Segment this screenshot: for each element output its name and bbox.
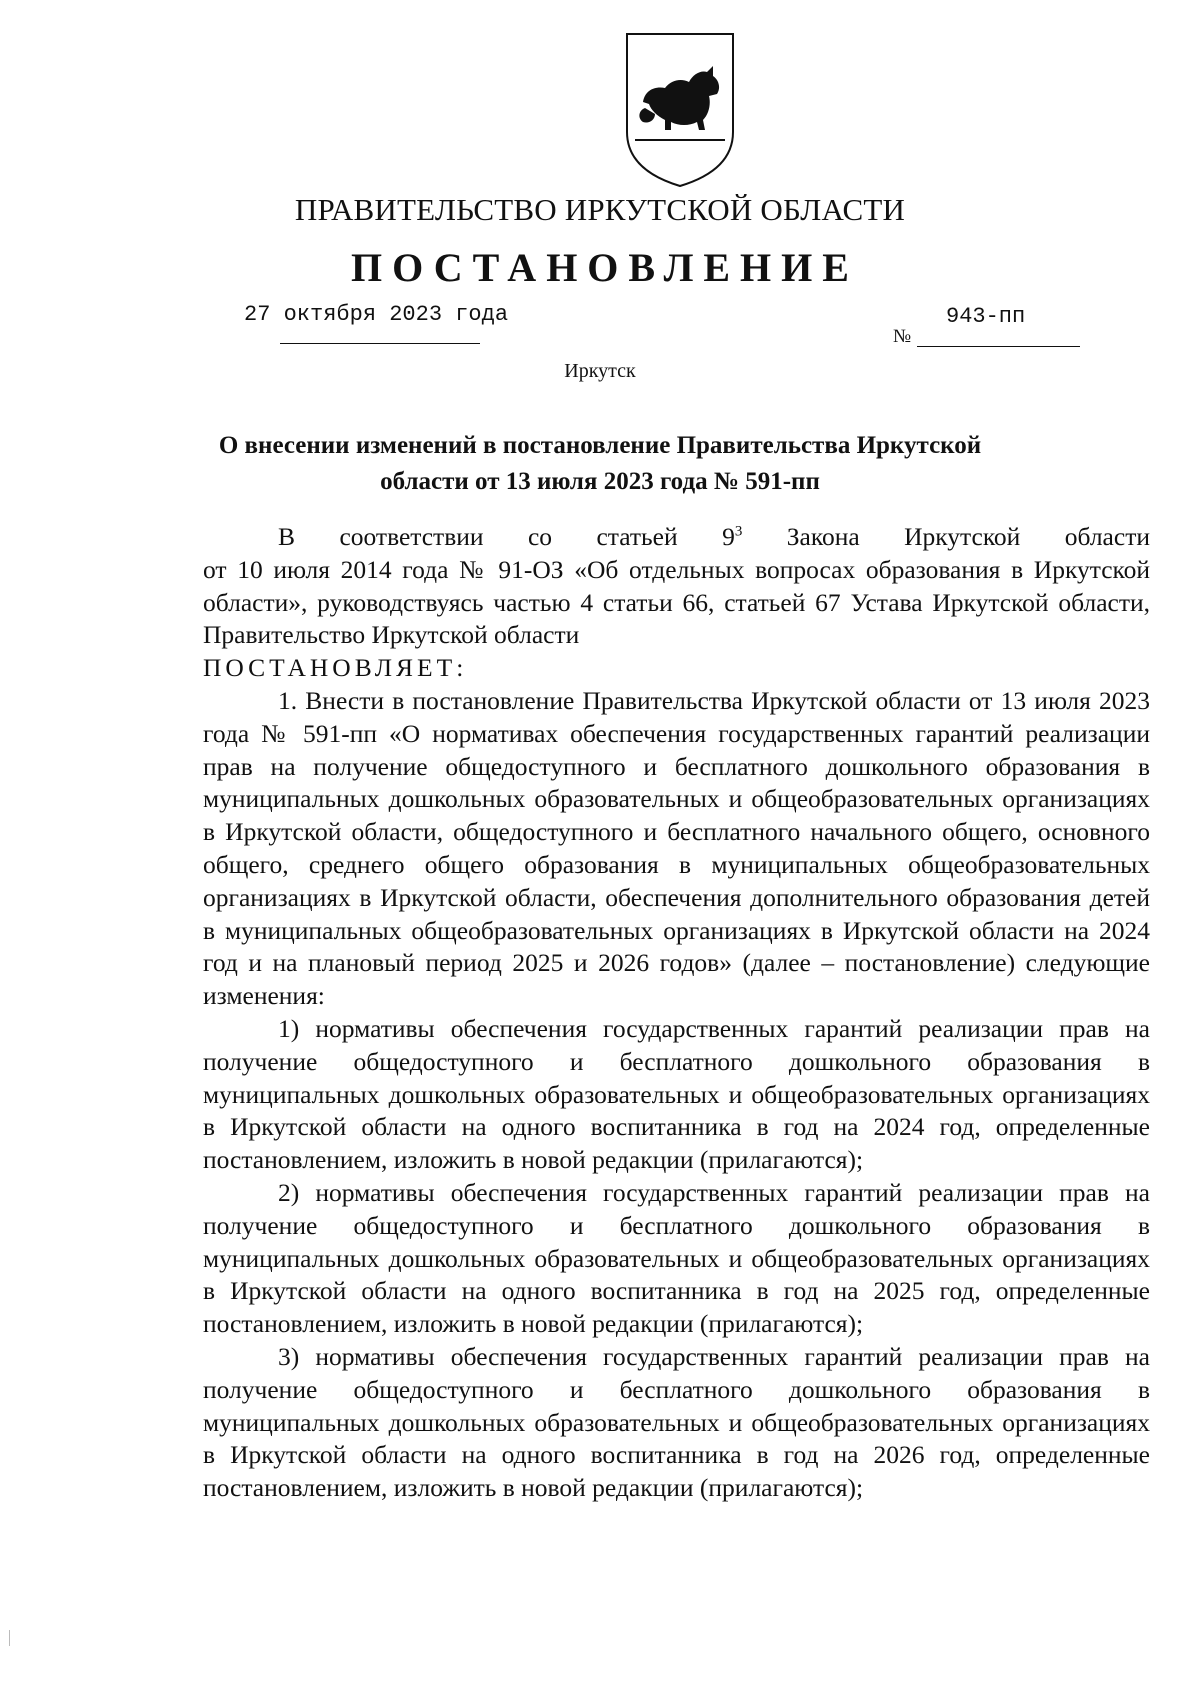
document-type: ПОСТАНОВЛЕНИЕ bbox=[351, 245, 859, 290]
preamble-text: от 10 июля 2014 года № 91-ОЗ «Об отдельных вопросах образования в Иркутской области», руководствуясь частью 4 статьи 66, статьей 67 Устава Иркутской области, Правительство Иркутской области bbox=[203, 554, 1150, 650]
preamble-first-line bbox=[203, 521, 1150, 554]
resolves-heading: ПОСТАНОВЛЯЕТ: bbox=[203, 653, 468, 683]
date-underline bbox=[280, 343, 480, 344]
clause-1: 1. Внести в постановление Правительства Иркутской области от 13 июля 2023 года № 591-пп «О нормативах обеспечения государственных гарантий реализации прав на получение общедоступного и бесплатного дошкольного образования в муниципальных дошкольных образовательных и общеобразовательных организациях в Иркутской области, общедоступного и бесплатного начального общего, основного общего, среднего общего образования в муниципальных общеобразовательных организациях в Иркутской области, обеспечения дополнительного образования детей в муниципальных общеобразовательных организациях в Иркутской области на 2024 год и на плановый период 2025 и 2026 годов» (далее – постановление) следующие изменения: bbox=[203, 685, 1150, 1011]
number-underline bbox=[917, 346, 1080, 347]
article-superscript: 3 bbox=[734, 523, 743, 540]
number-sign: № bbox=[893, 326, 912, 347]
document-body bbox=[203, 521, 1150, 1505]
title-line-1: О внесении изменений в постановление Правительства Иркутской bbox=[218, 432, 982, 459]
document-date: 27 октября 2023 года bbox=[244, 302, 509, 327]
subclause-3: 3) нормативы обеспечения государственных гарантий реализации прав на получение общедоступного и бесплатного дошкольного образования в муниципальных дошкольных образовательных и общеобразовательных организациях в Иркутской области на одного воспитанника в год на 2026 год, определенные постановлением, изложить в новой редакции (прилагаются); bbox=[203, 1341, 1150, 1503]
preamble-part-2: Закона Иркутской области bbox=[742, 522, 1150, 551]
preamble-part-1: В соответствии со статьей 9 bbox=[278, 522, 735, 551]
document-title bbox=[200, 428, 1000, 500]
document-number: 943-пп bbox=[946, 304, 1026, 329]
subclause-1: 1) нормативы обеспечения государственных гарантий реализации прав на получение общедоступного и бесплатного дошкольного образования в муниципальных дошкольных образовательных и общеобразовательных организациях в Иркутской области на одного воспитанника в год на 2024 год, определенные постановлением, изложить в новой редакции (прилагаются); bbox=[203, 1013, 1150, 1175]
subclause-2: 2) нормативы обеспечения государственных гарантий реализации прав на получение общедоступного и бесплатного дошкольного образования в муниципальных дошкольных образовательных и общеобразовательных организациях в Иркутской области на одного воспитанника в год на 2025 год, определенные постановлением, изложить в новой редакции (прилагаются); bbox=[203, 1177, 1150, 1339]
organization-name: ПРАВИТЕЛЬСТВО ИРКУТСКОЙ ОБЛАСТИ bbox=[294, 192, 906, 227]
title-line-2: области от 13 июля 2023 года № 591-пп bbox=[380, 468, 820, 495]
scan-margin-mark bbox=[9, 1630, 10, 1646]
irkutsk-coat-of-arms-icon bbox=[621, 30, 739, 190]
document-city: Иркутск bbox=[564, 360, 636, 382]
